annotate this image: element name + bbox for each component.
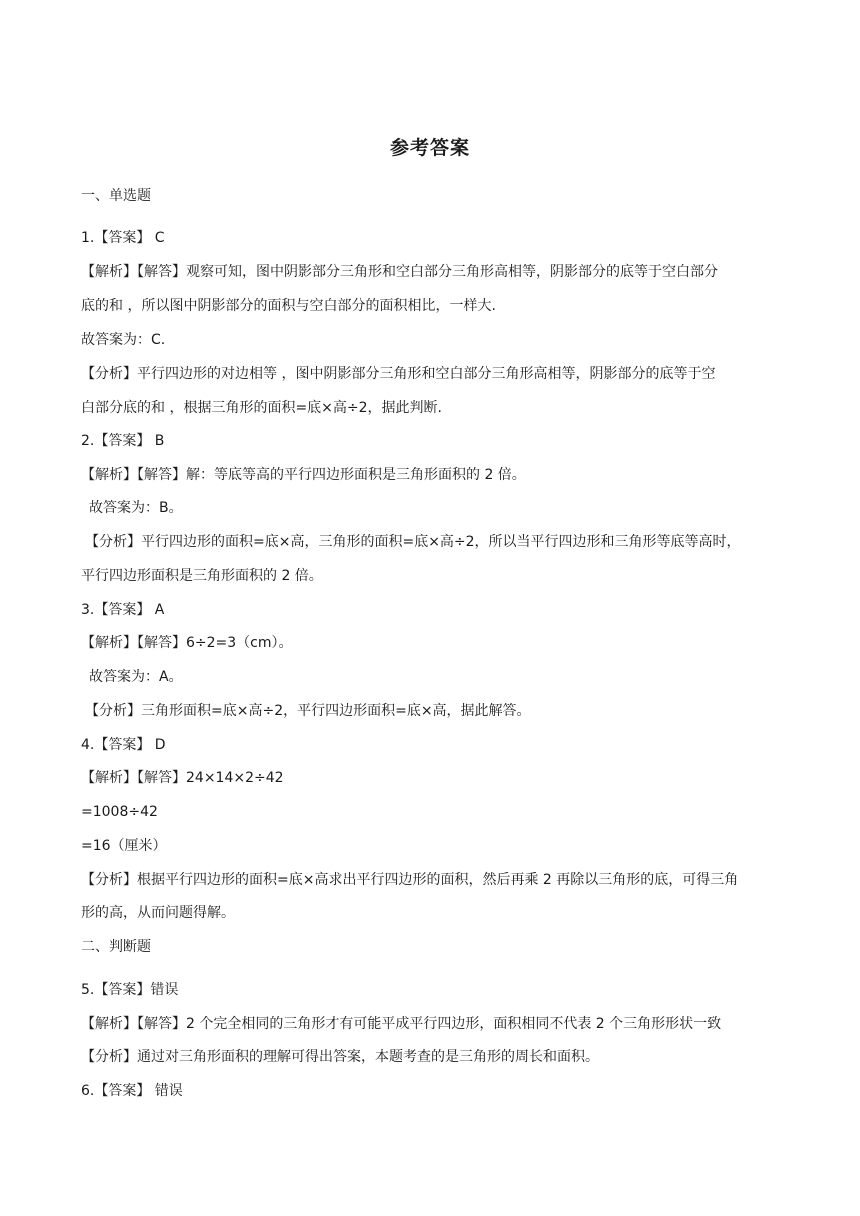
q4-analysis-line3: =16（厘米） [81,838,167,854]
q4-note-line1: 【分析】根据平行四边形的面积=底×高求出平行四边形的面积，然后再乘 2 再除以三角形的底，可得三角 [81,872,739,888]
q1-note-line2: 白部分底的和 ，根据三角形的面积=底×高÷2，据此判断. [81,400,442,416]
q1-conclusion: 故答案为：C. [81,332,166,348]
q3-conclusion: 故答案为：A。 [89,669,183,685]
q1-note-line1: 【分析】平行四边形的对边相等 ，图中阴影部分三角形和空白部分三角形高相等，阴影部分的底等于空 [81,366,716,382]
q2-note-line1: 【分析】平行四边形的面积=底×高，三角形的面积=底×高÷2，所以当平行四边形和三角形等底等高时， [85,534,741,550]
q2-conclusion: 故答案为：B。 [89,500,183,516]
q1-answer: 1.【答案】 C [81,230,165,246]
page-title: 参考答案 [389,137,470,159]
q3-analysis-line1: 【解析】【解答】6÷2=3（cm）。 [81,635,293,651]
q1-analysis-line1: 【解析】【解答】观察可知，图中阴影部分三角形和空白部分三角形高相等，阴影部分的底等于空白部分 [81,264,718,280]
q4-answer: 4.【答案】 D [81,737,166,753]
q3-answer: 3.【答案】 A [81,602,165,618]
q2-note-line2: 平行四边形面积是三角形面积的 2 倍。 [81,568,323,584]
q2-answer: 2.【答案】 B [81,433,165,449]
q6-answer: 6.【答案】 错误 [81,1083,183,1099]
section-heading-true-false: 二、判断题 [81,939,151,955]
q2-analysis-line1: 【解析】【解答】解：等底等高的平行四边形面积是三角形面积的 2 倍。 [81,467,526,483]
q4-analysis-line2: =1008÷42 [81,804,158,820]
q3-note-line1: 【分析】三角形面积=底×高÷2，平行四边形面积=底×高，据此解答。 [85,703,531,719]
q4-analysis-line1: 【解析】【解答】24×14×2÷42 [81,770,284,786]
q5-note-line1: 【分析】通过对三角形面积的理解可得出答案，本题考查的是三角形的周长和面积。 [81,1049,599,1065]
section-heading-single-choice: 一、单选题 [81,188,151,204]
q5-analysis-line1: 【解析】【解答】2 个完全相同的三角形才有可能平成平行四边形，面积相同不代表 2 个三角形形状一致 [81,1016,722,1032]
q1-analysis-line2: 底的和 ，所以图中阴影部分的面积与空白部分的面积相比，一样大. [81,298,496,314]
q5-answer: 5.【答案】错误 [81,982,179,998]
q4-note-line2: 形的高，从而问题得解。 [81,905,235,921]
